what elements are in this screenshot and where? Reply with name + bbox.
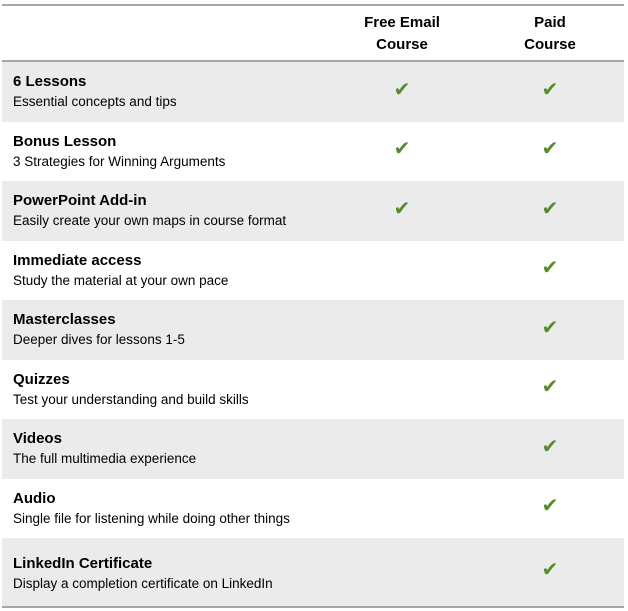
check-icon: ✔ xyxy=(393,76,411,101)
paid-course-cell xyxy=(455,122,628,182)
feature-cell xyxy=(2,479,349,539)
feature-description: Deeper dives for lessons 1-5 xyxy=(13,332,185,347)
paid-course-cell xyxy=(455,538,628,606)
feature-cell xyxy=(2,419,349,479)
free-course-cell xyxy=(349,122,455,182)
free-course-cell xyxy=(349,181,455,241)
paid-course-cell xyxy=(455,181,628,241)
feature-description: Essential concepts and tips xyxy=(13,94,177,109)
check-icon: ✔ xyxy=(393,195,411,220)
check-icon: ✔ xyxy=(541,557,559,581)
feature-cell xyxy=(2,538,349,606)
paid-course-cell xyxy=(455,241,628,301)
feature-cell xyxy=(2,122,349,182)
check-icon: ✔ xyxy=(541,195,559,220)
paid-course-cell xyxy=(455,419,628,479)
check-icon: ✔ xyxy=(541,314,559,339)
paid-course-cell xyxy=(455,360,628,420)
feature-title: Bonus Lesson xyxy=(13,132,117,150)
table-row xyxy=(2,241,624,301)
feature-description: The full multimedia experience xyxy=(13,451,197,466)
table-row xyxy=(2,122,624,182)
free-course-cell xyxy=(349,479,455,539)
free-course-cell xyxy=(349,62,455,122)
free-course-cell xyxy=(349,360,455,420)
feature-description: Test your understanding and build skills xyxy=(13,391,249,407)
feature-title: LinkedIn Certificate xyxy=(13,555,153,572)
feature-title: Quizzes xyxy=(13,370,70,388)
feature-description: Study the material at your own pace xyxy=(13,272,229,288)
check-icon: ✔ xyxy=(541,136,559,161)
feature-description: Single file for listening while doing other things xyxy=(13,510,290,526)
table-row xyxy=(2,181,624,241)
feature-title: PowerPoint Add-in xyxy=(13,192,147,209)
check-icon: ✔ xyxy=(541,493,559,518)
feature-description: Display a completion certificate on LinkedIn xyxy=(13,576,273,591)
table-row xyxy=(2,419,624,479)
header-feature-column xyxy=(2,6,349,60)
paid-course-cell xyxy=(455,62,628,122)
table-row xyxy=(2,300,624,360)
feature-title: Masterclasses xyxy=(13,311,116,328)
feature-cell xyxy=(2,62,349,122)
check-icon: ✔ xyxy=(541,255,559,280)
table-body xyxy=(2,62,624,606)
table-row xyxy=(2,479,624,539)
feature-cell xyxy=(2,300,349,360)
table-row xyxy=(2,62,624,122)
check-icon: ✔ xyxy=(393,136,411,161)
feature-cell xyxy=(2,181,349,241)
feature-description: 3 Strategies for Winning Arguments xyxy=(13,153,226,169)
table-row xyxy=(2,538,624,606)
table-row xyxy=(2,360,624,420)
paid-course-cell xyxy=(455,300,628,360)
feature-description: Easily create your own maps in course format xyxy=(13,213,287,228)
check-icon: ✔ xyxy=(541,374,559,399)
free-course-cell xyxy=(349,241,455,301)
free-course-cell xyxy=(349,300,455,360)
feature-cell xyxy=(2,360,349,420)
feature-cell xyxy=(2,241,349,301)
header-paid-course: Paid Course xyxy=(524,14,576,53)
free-course-cell xyxy=(349,419,455,479)
feature-title: Audio xyxy=(13,489,56,507)
header-free-email-course: Free Email Course xyxy=(364,14,440,53)
feature-title: 6 Lessons xyxy=(13,73,87,90)
check-icon: ✔ xyxy=(541,433,559,458)
comparison-table xyxy=(2,4,624,608)
paid-course-cell xyxy=(455,479,628,539)
check-icon: ✔ xyxy=(541,76,559,101)
table-header xyxy=(2,6,624,62)
feature-title: Immediate access xyxy=(13,251,142,269)
feature-title: Videos xyxy=(13,430,62,447)
free-course-cell xyxy=(349,538,455,606)
